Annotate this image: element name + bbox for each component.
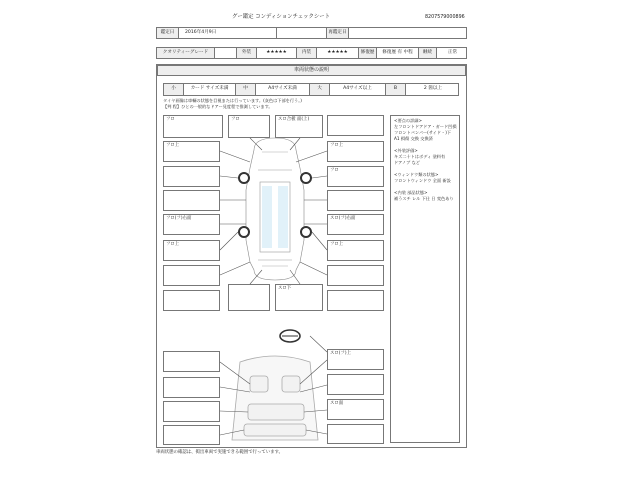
interior-label: 内装: [301, 49, 312, 55]
notes-line: フロントバンパー(サイド・)下: [394, 130, 452, 135]
left-label-4: フロ(フ)右面: [166, 216, 192, 221]
legend-desc-large: A4サイズ以上: [343, 86, 372, 92]
top-label-1: フロ: [166, 117, 175, 122]
notes-line: フロントウィンドウ 全面 新設: [394, 178, 451, 183]
notes-line: A1 損傷 交換 交換済: [394, 136, 433, 141]
left-label-5: フロ上: [166, 242, 180, 247]
exterior-label: 外装: [241, 49, 252, 55]
legend-key-large: 大: [317, 86, 322, 92]
meter-label: 継続: [422, 49, 433, 55]
legend-key-b: B: [393, 86, 398, 92]
document-number: 8207579000896: [425, 15, 465, 20]
interior-right-label-4: スロ面: [330, 401, 344, 406]
note-line-2: 【判 程】ひとの一般的なドアー見度程で推測しています。: [163, 104, 273, 109]
notes-line: 左フロントドアドア・ガード凹損: [394, 124, 457, 129]
right-label-4: スロ(フ)右面: [330, 216, 356, 221]
date-label: 鑑定日: [160, 29, 175, 35]
repair-label: 修復歴: [360, 49, 375, 55]
top-label-3: スロ合板 面(上): [278, 117, 310, 122]
notes-line: ドアノブ など: [394, 160, 420, 165]
legend-desc-b: 2 箇以上: [423, 86, 443, 92]
bottom-label: スロ下: [278, 286, 292, 291]
footer-note: 車両状態の確認は、掲出車両で実施できる範囲で行っています。: [156, 450, 283, 455]
right-label-1: フロ上: [330, 143, 344, 148]
date-value: 2016年4月9日: [185, 29, 217, 35]
repair-value: 修復歴 有 中程: [382, 49, 413, 55]
page-title: グー鑑定 コンディションチェックシート: [232, 14, 331, 20]
interior-label: スロ(フ)上: [330, 351, 351, 356]
right-label-5: フロ上: [330, 242, 344, 247]
notes-line: <内装 部品状態>: [394, 190, 428, 195]
left-label-1: フロ上: [166, 143, 180, 148]
notes-line: <ウィンドウ類の状態>: [394, 172, 439, 177]
condition-title: 車両状態の説明: [293, 67, 329, 73]
exterior-stars: ★★★★★: [266, 49, 287, 55]
right-label-2: フロ: [330, 168, 339, 173]
interior-stars: ★★★★★: [327, 49, 348, 55]
notes-line: <要点の詳細>: [394, 118, 422, 123]
legend-key-small: 小: [171, 86, 176, 92]
legend-desc-medium: A4サイズ未満: [268, 86, 297, 92]
grade-label: クオリティーグレード: [162, 49, 209, 55]
note-line-1: タイヤ画像は車輌の状態を目視または行っています。(灰色は下部を行う。): [163, 98, 302, 103]
meter-value: 正常: [447, 49, 458, 55]
top-label-2: フロ: [231, 117, 240, 122]
legend-key-medium: 中: [243, 86, 248, 92]
notes-line: 補うスチ レル 下仕 日 変色あり: [394, 196, 454, 201]
recheck-label: 再鑑定日: [328, 29, 347, 35]
notes-line: キズ二十トはボディ 塗料有: [394, 154, 446, 159]
notes-line: <外装評価>: [394, 148, 418, 153]
legend-desc-small: カード サイズ未満: [190, 86, 229, 92]
